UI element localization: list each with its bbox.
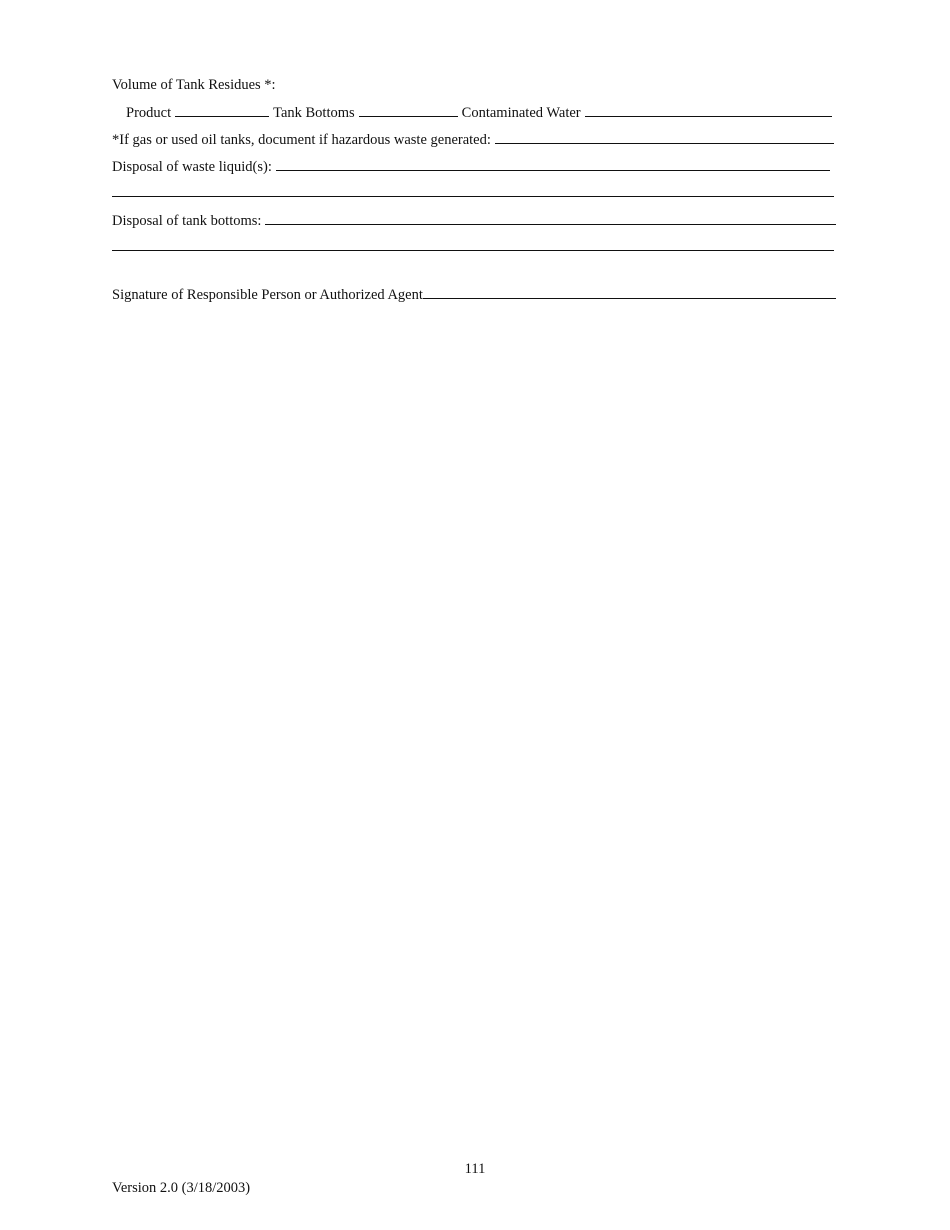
signature-field[interactable] bbox=[423, 285, 836, 299]
disposal-bottoms-continuation-field[interactable] bbox=[112, 250, 834, 251]
disposal-bottoms-label: Disposal of tank bottoms: bbox=[112, 213, 262, 229]
disposal-bottoms-row bbox=[112, 211, 836, 230]
disposal-liquid-continuation-field[interactable] bbox=[112, 196, 834, 197]
product-volume-field[interactable] bbox=[175, 103, 269, 117]
product-label: Product bbox=[126, 105, 172, 121]
signature-label: Signature of Responsible Person or Authorized Agent bbox=[112, 287, 423, 303]
contaminated-water-label: Contaminated Water bbox=[461, 105, 581, 121]
tank-bottoms-label: Tank Bottoms bbox=[273, 105, 355, 121]
hazardous-note-label: *If gas or used oil tanks, document if hazardous waste generated: bbox=[112, 132, 491, 148]
volume-row bbox=[126, 103, 832, 122]
disposal-bottoms-field[interactable] bbox=[265, 211, 836, 225]
signature-row bbox=[112, 285, 836, 304]
disposal-liquid-field[interactable] bbox=[276, 157, 830, 171]
hazardous-note-row bbox=[112, 130, 834, 149]
disposal-liquid-label: Disposal of waste liquid(s): bbox=[112, 159, 272, 175]
hazardous-waste-field[interactable] bbox=[495, 130, 834, 144]
tank-bottoms-volume-field[interactable] bbox=[359, 103, 458, 117]
contaminated-water-volume-field[interactable] bbox=[585, 103, 832, 117]
volume-heading-row bbox=[112, 76, 836, 94]
page-number: 111 bbox=[464, 1161, 486, 1177]
version-label: Version 2.0 (3/18/2003) bbox=[112, 1180, 251, 1196]
disposal-liquid-row bbox=[112, 157, 830, 176]
volume-heading: Volume of Tank Residues *: bbox=[112, 77, 276, 93]
